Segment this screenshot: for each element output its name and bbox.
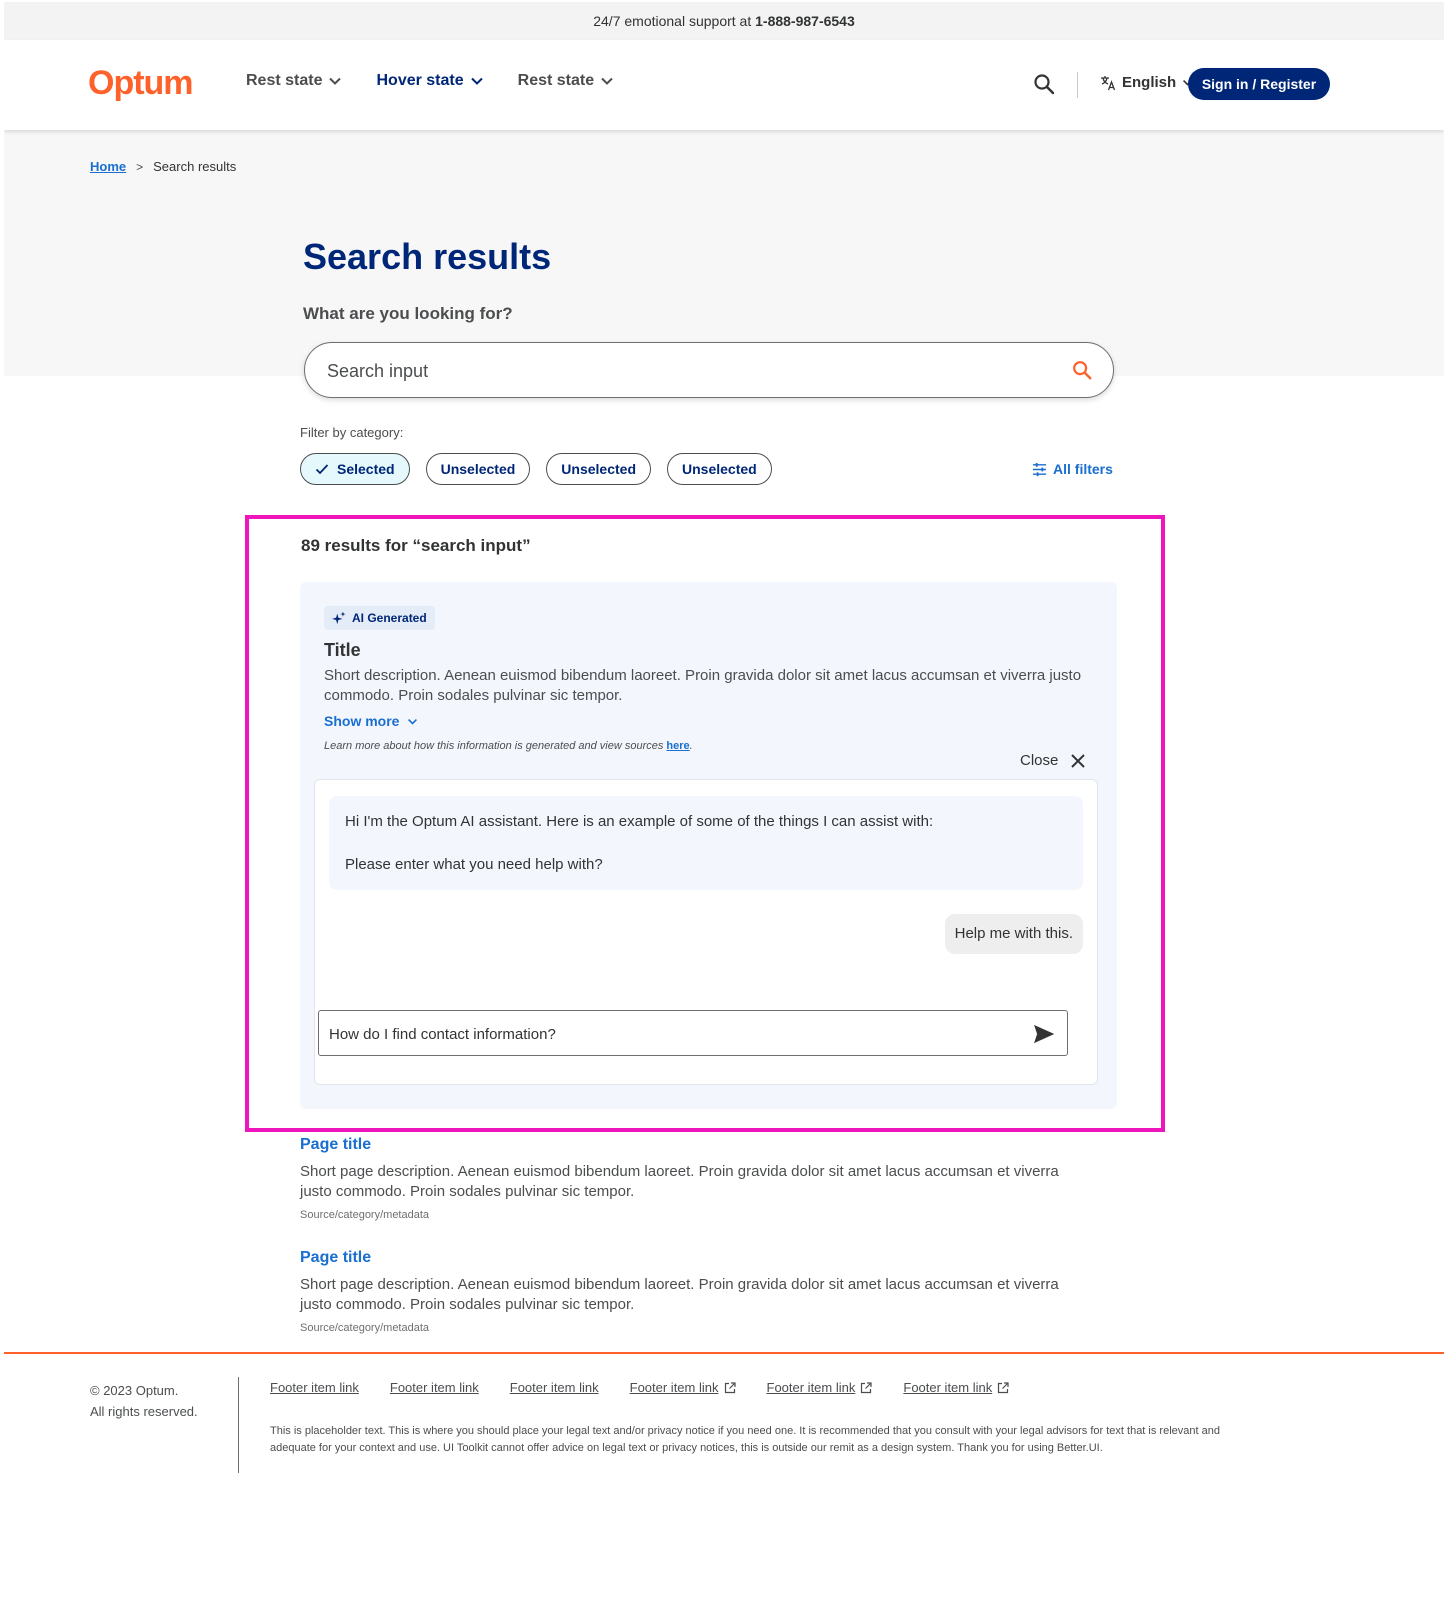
footer-link[interactable]	[270, 1380, 359, 1395]
ai-generated-badge	[324, 606, 435, 630]
footer-link[interactable]	[390, 1380, 479, 1395]
ai-sources-note	[324, 740, 693, 752]
support-text: 24/7 emotional support at	[593, 13, 756, 29]
result-metadata: Source/category/metadata	[300, 1322, 430, 1334]
nav-item-2[interactable]	[376, 72, 483, 90]
ai-note-text: Learn more about how this information is generated and view sources	[324, 740, 667, 752]
result-title-link[interactable]: Page title	[300, 1249, 372, 1266]
copyright-line: © 2023 Optum.	[90, 1383, 179, 1398]
footer-link-external[interactable]	[630, 1380, 736, 1395]
nav-item-1[interactable]	[246, 72, 342, 90]
send-icon[interactable]	[1033, 1023, 1055, 1045]
show-more-label: Show more	[324, 713, 400, 729]
chevron-down-icon	[328, 74, 342, 88]
copyright	[90, 1380, 198, 1422]
footer-link-label: Footer item link	[389, 1380, 479, 1395]
external-link-icon	[860, 1382, 872, 1394]
copyright-line: All rights reserved.	[90, 1404, 198, 1419]
footer-divider	[4, 1352, 1444, 1354]
chat-input[interactable]	[329, 1023, 1009, 1045]
sliders-icon	[1032, 462, 1047, 477]
check-icon	[315, 462, 329, 476]
breadcrumb-current: Search results	[153, 159, 237, 174]
external-link-icon	[997, 1382, 1009, 1394]
breadcrumb-home-link[interactable]: Home	[90, 159, 127, 174]
support-phone[interactable]: 1-888-987-6543	[755, 13, 855, 29]
main-nav	[246, 72, 614, 90]
close-icon	[1070, 753, 1086, 769]
footer-link-external[interactable]	[767, 1380, 873, 1395]
footer-link-external[interactable]	[903, 1380, 1009, 1395]
sign-in-button[interactable]: Sign in / Register	[1188, 68, 1330, 100]
nav-item-label: Hover state	[376, 72, 464, 89]
filter-chip-selected[interactable]	[300, 453, 410, 485]
chip-label: Selected	[337, 461, 395, 477]
footer-vertical-divider	[238, 1377, 239, 1473]
chevron-down-icon	[600, 74, 614, 88]
user-message: Help me with this.	[945, 914, 1083, 954]
sparkle-icon	[332, 611, 346, 625]
chip-label: Unselected	[682, 461, 757, 477]
footer-link-label: Footer item link	[629, 1380, 719, 1395]
footer-link-label: Footer item link	[270, 1380, 359, 1395]
close-label: Close	[1020, 752, 1059, 769]
support-bar	[4, 2, 1444, 40]
page-frame	[4, 2, 1444, 1602]
footer-link-label: Footer item link	[766, 1380, 856, 1395]
filter-chip[interactable]	[426, 453, 531, 485]
assistant-message-line: Please enter what you need help with?	[345, 856, 603, 873]
assistant-message	[329, 796, 1083, 890]
translate-icon	[1100, 75, 1116, 91]
result-title-link[interactable]: Page title	[300, 1136, 372, 1153]
external-link-icon	[724, 1382, 736, 1394]
ai-title: Title	[324, 640, 361, 660]
chat-input-box	[318, 1010, 1068, 1056]
search-icon[interactable]	[1071, 359, 1093, 381]
legal-text: This is placeholder text. This is where you should place your legal text and/or privacy notice if you need one. It is recommended that you consult with your legal advisors for text that is relevant and adequate for your context and use. UI Toolkit cannot offer advice on legal text or privacy notices, this is outside our remit as a design system. Thank you for using Better.UI.	[270, 1425, 1220, 1454]
nav-item-label: Rest state	[517, 72, 595, 89]
nav-item-label: Rest state	[246, 72, 323, 89]
footer-link-label: Footer item link	[509, 1380, 599, 1395]
footer-links	[270, 1380, 1009, 1395]
language-label: English	[1122, 74, 1177, 91]
chevron-down-icon	[407, 716, 418, 727]
filter-chip[interactable]	[667, 453, 772, 485]
chat-panel	[314, 779, 1098, 1085]
language-selector[interactable]	[1100, 74, 1193, 91]
ai-badge-label: AI Generated	[352, 611, 427, 625]
header-divider	[1077, 72, 1078, 98]
ai-summary-card	[300, 582, 1117, 1109]
search-question: What are you looking for?	[303, 304, 513, 323]
footer-link[interactable]	[510, 1380, 599, 1395]
breadcrumb-separator-icon: >	[136, 159, 144, 174]
footer-link-label: Footer item link	[903, 1380, 993, 1395]
results-count: 89 results for “search input”	[301, 536, 531, 555]
chip-label: Unselected	[440, 461, 516, 477]
filter-chip[interactable]	[546, 453, 651, 485]
chevron-down-icon	[470, 74, 484, 88]
ai-description: Short description. Aenean euismod bibendum laoreet. Proin gravida dolor sit amet lacus accumsan et viverra justo commodo. Proin sodales pulvinar sic tempor.	[324, 667, 1082, 704]
search-result	[300, 1249, 1100, 1334]
search-input[interactable]	[327, 357, 1047, 385]
nav-item-3[interactable]	[518, 72, 614, 90]
show-more-button[interactable]	[324, 713, 418, 729]
search-result	[300, 1136, 1100, 1221]
result-description: Short page description. Aenean euismod bibendum laoreet. Proin gravida dolor sit amet lacus accumsan et viverra justo commodo. Proin sodales pulvinar sic tempor.	[300, 1163, 1059, 1200]
result-metadata: Source/category/metadata	[300, 1209, 430, 1221]
site-header	[4, 40, 1444, 130]
all-filters-label: All filters	[1053, 461, 1113, 477]
filter-label: Filter by category:	[300, 425, 404, 440]
ai-sources-link[interactable]: here	[666, 740, 690, 752]
optum-logo[interactable]: Optum	[88, 64, 193, 102]
result-description: Short page description. Aenean euismod bibendum laoreet. Proin gravida dolor sit amet lacus accumsan et viverra justo commodo. Proin sodales pulvinar sic tempor.	[300, 1276, 1059, 1313]
close-chat-button[interactable]	[1020, 752, 1086, 769]
ai-note-suffix: .	[689, 740, 693, 752]
search-box	[304, 342, 1114, 398]
chip-label: Unselected	[561, 461, 636, 477]
page-title: Search results	[303, 236, 552, 277]
assistant-message-line: Hi I'm the Optum AI assistant. Here is an example of some of the things I can assist with:	[345, 813, 934, 830]
breadcrumb	[90, 159, 236, 174]
search-icon[interactable]	[1032, 72, 1056, 96]
all-filters-button[interactable]	[1032, 461, 1113, 477]
filter-chips	[300, 453, 772, 485]
